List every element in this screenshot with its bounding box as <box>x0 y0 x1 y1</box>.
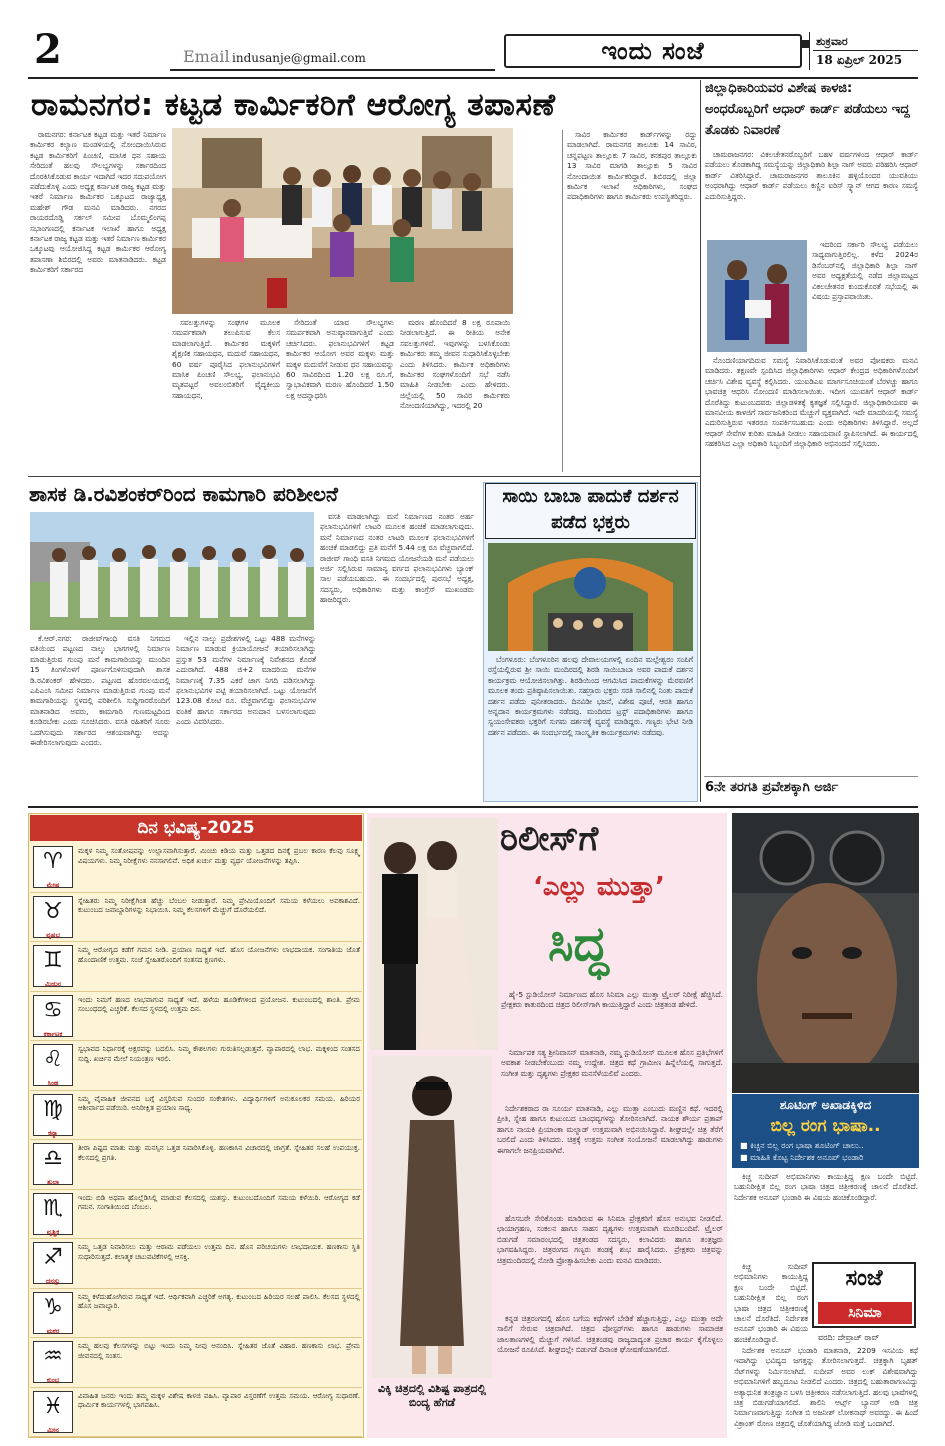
sai-baba-photo <box>488 543 693 651</box>
cinema-body1: ಕಿಚ್ಚ ಸುದೀಪ್ ಅಭಿಮಾನಿಗಳು ಕಾಯುತ್ತಿದ್ದ ಕ್ಷಣ ಬಂದೇ ಬಿಟ್ಟಿದೆ. ಬಹುನಿರೀಕ್ಷಿತ ಬಿಲ್ಲ ರಂಗ ಭಾಷಾ ಚಿತ್ರದ ಚಿತ್ರೀಕರಣಕ್ಕೆ ಚಾಲನೆ ದೊರೆತಿದೆ. ನಿರ್ದೇಶಕ ಅನೂಪ್ ಭಂಡಾರಿ ಈ ವಿಷಯ ಹಂಚಿಕೊಂಡಿದ್ದಾರೆ. <box>734 1172 918 1202</box>
zodiac-icon: ♏ <box>33 1193 73 1235</box>
horoscope-text: ನಿಮ್ಮ ಒತ್ತಡ ನಿವಾರಿಸಲು ಮತ್ತು ಆರಾಮ ಪಡೆಯಲು ಉತ್ತಮ ದಿನ. ಹೊಸ ಪರಿಚಯಗಳು ಲಾಭದಾಯಕ. ಹಣಕಾಸು ಸ್ಥಿತಿ ಸುಧಾರಿಸುತ್ತದೆ. ಕಲಾತ್ಮಕ ಚಟುವಟಿಕೆಗಳಲ್ಲಿ ಆಸಕ್ತಿ. <box>78 1242 360 1261</box>
aadhaar-body <box>705 356 918 774</box>
story2-col3-text: ವಸತಿ ಮಾಡಲಾಗಿದ್ದು ಮನೆ ನಿರ್ಮಾಣದ ನಂತರ ಅರ್ಹ ಫಲಾನುಭವಿಗಳಿಗೆ ಲಾಟರಿ ಮೂಲಕ ಹಂಚಿಕೆ ಮಾಡಲಾಗುವುದು. ಮನೆ ನಿರ್ಮಾಣದ ನಂತರ ಲಾಟರಿ ಮೂಲಕ ಫಲಾನುಭವಿಗಳಿಗೆ ಹಂಚಿಕೆ ಮಾಡಲಿದ್ದು ಪ್ರತಿ ಮನೆಗೆ 5.44 ಲಕ್ಷ ರೂ ವೆಚ್ಚವಾಗಲಿದೆ. ರಾಜೀವ್ ಗಾಂಧಿ ವಸತಿ ನಿಗಮದ ಯೋಜನೆಯಡಿ ಮನೆ ಪಡೆಯಲು ಅರ್ಜಿ ಸಲ್ಲಿಸಿರುವ ಸಾಮಾನ್ಯ ವರ್ಗದ ಫಲಾನುಭವಿಗಳು ಬ್ಯಾಂಕ್ ಸಾಲ ಪಡೆಯಬಹುದು. ಈ ಸಂದರ್ಭದಲ್ಲಿ ಪುರಸಭೆ ಅಧ್ಯಕ್ಷ, ಸದಸ್ಯರು, ಅಧಿಕಾರಿಗಳು ಮತ್ತು ಕಾಂಗ್ರೆಸ್ ಮುಖಂಡರು ಹಾಜರಿದ್ದರು. <box>320 512 474 605</box>
horoscope-row <box>30 1140 362 1190</box>
exam-rule <box>704 776 918 777</box>
actress-caption: ವಿಕ್ಕಿ ಚಿತ್ರದಲ್ಲಿ ವಿಶಿಷ್ಟ ಪಾತ್ರದಲ್ಲಿ ಬಿಂದ್ಯ ಹೆಗಡೆ <box>378 1382 486 1409</box>
zodiac-icon: ♎ <box>33 1143 73 1185</box>
zodiac-name: ಕುಂಭ <box>46 1376 60 1384</box>
horoscope-row <box>30 1041 362 1091</box>
horoscope-text: ಇಂದು ಬಿಡಿ ಅಥವಾ ಹೊಲ್ಲೆಡಿಸಿಲ್ಲಿ ಮಾಡುವ ಕೆಲಸದಲ್ಲಿ ಯಶಸ್ಸು. ಕುಟುಂಬದೊಂದಿಗೆ ಸಮಯ ಕಳೆಯಿರಿ. ಆರೋಗ್ಯದ ಕಡೆ ಗಮನ. ಸಂಗಾತಿಯಿಂದ ಬೆಂಬಲ. <box>78 1192 360 1212</box>
header-divider <box>809 32 810 70</box>
zodiac-name: ವೃಶ್ಚಿಕ <box>46 1227 60 1236</box>
story2-headline: ಶಾಸಕ ಡಿ.ರವಿಶಂಕರ್‌ರಿಂದ ಕಾಮಗಾರಿ ಪರಿಶೀಲನೆ <box>29 482 338 506</box>
shooting-title: ಶೂಟಿಂಗ್ ಅಖಾಡಕ್ಕಿಳಿದ <box>779 1098 872 1112</box>
horoscope-row <box>30 942 362 992</box>
zodiac-name: ಸಿಂಹ <box>47 1079 59 1087</box>
sai-baba-text: ಬೆಂಗಳೂರು: ಬೆಂಗಳೂರಿನ ಹಲವು ದೇವಾಲಯಗಳಲ್ಲಿ ಏಂದಿನ ಮಲ್ಲೇಶ್ವರಂ ಸಂಪಿಗೆ ರಸ್ತೆಯಲ್ಲಿರುವ ಶ್ರೀ ಸಾಯಿ ಮಂದಿರದಲ್ಲಿ ಶಿರಡಿ ಸಾಯಿಬಾಬಾ ಅವರ ಪಾದುಕೆ ದರ್ಶನ ಕಾರ್ಯಕ್ರಮ ಆಯೋಜಿಸಲಾಗಿತ್ತು. ಶಿರಡಿಯಿಂದ ಆಗಮಿಸಿದ ಪಾದುಕೆಗಳನ್ನು ಮೆರವಣಿಗೆ ಮೂಲಕ ತಂದು ಪ್ರತಿಷ್ಠಾಪಿಸಲಾಯಿತು. ಸಹಸ್ರಾರು ಭಕ್ತರು ಸರತಿ ಸಾಲಿನಲ್ಲಿ ನಿಂತು ಪಾದುಕೆ ದರ್ಶನ ಪಡೆದು ಪುನೀತರಾದರು. ದಿನವಿಡೀ ಭಜನೆ, ವಿಶೇಷ ಪೂಜೆ, ಆರತಿ ಹಾಗೂ ಅನ್ನದಾನ ಕಾರ್ಯಕ್ರಮಗಳು ನಡೆದವು. ಮಂದಿರದ ಟ್ರಸ್ಟ್ ಪದಾಧಿಕಾರಿಗಳು ಹಾಗೂ ಸ್ವಯಂಸೇವಕರು ಭಕ್ತರಿಗೆ ಸುಗಮ ದರ್ಶನಕ್ಕೆ ವ್ಯವಸ್ಥೆ ಮಾಡಿದ್ದರು. ಗಣ್ಯರು ಭೇಟಿ ನೀಡಿ ದರ್ಶನ ಪಡೆದರು. ಈ ಸಂದರ್ಭದಲ್ಲಿ ಸಾಂಸ್ಕೃತಿಕ ಕಾರ್ಯಕ್ರಮಗಳು ನಡೆದವು. <box>488 655 693 737</box>
zodiac-icon: ♋ <box>33 995 73 1037</box>
zodiac-icon: ♐ <box>33 1242 73 1284</box>
story1-column-4 <box>400 318 510 472</box>
email-label: Email <box>183 47 230 66</box>
email-address[interactable]: indusanje@gmail.com <box>232 51 366 65</box>
date-rule <box>813 50 918 51</box>
horoscope-text: ತೀರಾ ಪಿಷ್ಟದ ಮಾತು ಮತ್ತು ಮನಸ್ಸಿನ ಒತ್ತಡ ನಿವಾರಿಸಿಕೊಳ್ಳಿ. ಹಣಕಾಸಿನ ವಿಚಾರದಲ್ಲಿ ಜಾಗ್ರತೆ. ಸ್ನೇಹಿತರ ಸಲಹೆ ಉಪಯುಕ್ತ. ಕೆಲಸದಲ್ಲಿ ಪ್ರಗತಿ. <box>78 1143 360 1162</box>
zodiac-icon: ♑ <box>33 1292 73 1334</box>
exam-headline: 6ನೇ ತರಗತಿ ಪ್ರವೇಶಕ್ಕಾಗಿ ಅರ್ಜಿ <box>705 780 839 795</box>
mid-page-rule <box>28 806 918 808</box>
aadhaar-headline: ಜಿಲ್ಲಾಧಿಕಾರಿಯವರ ವಿಶೇಷ ಕಾಳಜಿ: ಅಂಧರೊಬ್ಬರಿಗೆ ಆಧಾರ್ ಕಾರ್ಡ್ ಪಡೆಯಲು ಇದ್ದ ತೊಡಕು ನಿವಾರಣೆ <box>705 81 910 138</box>
release-body2: ನಿರ್ಮಾಪಕ ಸತ್ಯ ಶ್ರೀನಿವಾಸನ್ ಮಾತನಾಡಿ, ನಮ್ಮ ಸ್ಟುಡಿಯೋಸ್ ಮೂಲಕ ಹೊಸ ಪ್ರತಿಭೆಗಳಿಗೆ ಅವಕಾಶ ನೀಡಬೇಕೆಂಬುದು ನಮ್ಮ ಉದ್ದೇಶ. ಚಿತ್ರದ ಕಥೆ ಗ್ರಾಮೀಣ ಹಿನ್ನೆಲೆಯಲ್ಲಿ ಸಾಗುತ್ತದೆ. ಸಂಗೀತ ಮತ್ತು ದೃಶ್ಯಗಳು ಪ್ರೇಕ್ಷಕರ ಮನಸೆಳೆಯಲಿವೆ ಎಂದರು. <box>501 1048 723 1078</box>
right-column-rule <box>700 80 701 802</box>
sai-baba-headline: ಸಾಯಿ ಬಾಬಾ ಪಾದುಕೆ ದರ್ಶನ ಪಡೆದ ಭಕ್ತರು <box>485 483 696 539</box>
aadhaar-body2: ಇದರಿಂದ ಸರ್ಕಾರಿ ಸೌಲಭ್ಯ ಪಡೆಯಲು ಸಾಧ್ಯವಾಗುತ್ತಿರಲಿಲ್ಲ. ಕಳೆದ 2024ರ ಡಿಸೆಂಬರ್‌ನಲ್ಲಿ ಜಿಲ್ಲಾಧಿಕಾರಿ ಶಿಲ್ಪಾ ನಾಗ್ ಅವರ ಅಧ್ಯಕ್ಷತೆಯಲ್ಲಿ ನಡೆದ ಜಿಲ್ಲಾಮಟ್ಟದ ವಿಕಲಚೇತನರ ಕುಂದುಕೊರತೆ ಸಭೆಯಲ್ಲಿ ಈ ವಿಷಯ ಪ್ರಸ್ತಾಪವಾಯಿತು. <box>812 240 918 302</box>
release-body1: ಹೈ-5 ಸ್ಟುಡಿಯೋಸ್ ನಿರ್ಮಾಣದ ಹೊಸ ಸಿನಿಮಾ ಎಲ್ಲು ಮುತ್ತಾ ಟ್ರೈಲರ್ ನಿರೀಕ್ಷೆ ಹೆಚ್ಚಿಸಿದೆ. ಪ್ರೇಕ್ಷಕರು ಕಾತುರದಿಂದ ಚಿತ್ರದ ರಿಲೀಸ್‌ಗಾಗಿ ಕಾಯುತ್ತಿದ್ದಾರೆ ಎಂದು ಚಿತ್ರತಂಡ ಹೇಳಿದೆ. <box>501 990 723 1010</box>
story1-column-5 <box>567 130 697 472</box>
release-para5 <box>497 1314 723 1434</box>
release-intro <box>501 990 723 1046</box>
horoscope-text: ನಿಮ್ಮ ಹಲವು ಕೆಲಸಗಳನ್ನು ಬಿಟ್ಟು ಇಂದು ನಿಮ್ಮ ನೀವು ಆನಂದಿಸಿ. ಸ್ನೇಹಿತರ ಜೊತೆ ವಿಹಾರ. ಹಣಕಾಸು ಲಾಭ. ಪ್ರೇಮ ಜೀವನದಲ್ಲಿ ಸಂತಸ. <box>78 1341 360 1360</box>
cinema-body <box>734 1346 918 1438</box>
release-para2 <box>501 1048 723 1102</box>
story1-col-rule <box>562 130 563 472</box>
story1-col3-text: ಸೇರಿದಂತೆ ಯಾವ ಸೌಲಭ್ಯಗಳು ಸಮರ್ಪಕವಾಗಿ ಅನುಷ್ಠಾನವಾಗುತ್ತಿವೆ ಎಂದು ಚರ್ಚಿಸಿದರು. ಫಲಾನುಭವಿಗಳಿಗೆ ಕಟ್ಟಡ ಕಾರ್ಮಿಕರ ಆಯೋಗ ಅವರ ಮಕ್ಕಳು ಮತ್ತು ಮಕ್ಕಳ ಮದುವೆಗೆ ನೀಡುವ ಧನ ಸಹಾಯವನ್ನು 60 ಸಾವಿರದಿಂದ 1.20 ಲಕ್ಷ ರೂ.ಗೆ, ಸ್ವಾಭಾವಿಕವಾಗಿ ಮರಣ ಹೊಂದಿದರೆ 1.50 ಲಕ್ಷ ಅದನ್ನಾಧರಿಸಿ <box>286 318 394 400</box>
aadhaar-handover-photo <box>707 240 807 352</box>
story1-column-2 <box>172 318 280 472</box>
aadhaar-side-text <box>812 240 918 352</box>
shooting-bullet-2: ■ ಮಾಹಿತಿ ಕೊಟ್ಟ ನಿರ್ದೇಶಕ ಅನೂಪ್ ಭಂಡಾರಿ <box>740 1153 864 1162</box>
story2-col2-text: ಇಲ್ಲಿನ ನಾಲ್ಕು ಪ್ರದೇಶಗಳಲ್ಲಿ ಒಟ್ಟು 488 ಮನೆಗಳನ್ನು ನಿರ್ಮಾಣ ಮಾಡುವ ಕ್ರಿಯಾಯೋಜನೆ ತಯಾರಿಸಲಾಗಿದ್ದು ಪ್ರಸ್ತುತ 53 ಮನೆಗಳ ನಿರ್ಮಾಣಕ್ಕೆ ನಿವೇಶನದ ಕೊರತೆ ಎದುರಾಗಿದೆ. 488 ಜಿ+2 ಮಾದರಿಯ ಮನೆಗಳ ನಿರ್ಮಾಣಕ್ಕೆ 7.35 ಎಕರೆ ಜಾಗ ನಿಗದಿ ಪಡಿಸಲಾಗಿದ್ದು ಫಲಾನುಭವಿಗಳ ಪಟ್ಟಿ ತಯಾರಿಸಲಾಗಿದೆ. ಒಟ್ಟು ಯೋಜನೆಗೆ 123.08 ಕೋಟಿ ರೂ. ವೆಚ್ಚವಾಗಲಿದ್ದು ಫಲಾನುಭವಿಗಳ ವಂತಿಕೆ ಹಾಗೂ ಸರ್ಕಾರದ ಅನುದಾನ ಬಳಸಲಾಗುವುದು ಎಂದು ವಿವರಿಸಿದರು. <box>176 634 316 727</box>
shooting-bullet-1: ■ ಕಿಚ್ಚನ ಬಿಲ್ಲ ರಂಗ ಭಾಷಾ ಶೂಟಿಂಗ್ ಚಾಲು.. <box>740 1141 864 1150</box>
zodiac-icon: ♈ <box>33 846 73 888</box>
horoscope-text: ನಿಮ್ಮ ಆರೋಗ್ಯದ ಕಡೆಗೆ ಗಮನ ನೀಡಿ. ಪ್ರಯಾಣ ಸಾಧ್ಯತೆ ಇದೆ. ಹೊಸ ಯೋಜನೆಗಳು ಲಾಭದಾಯಕ. ಸಂಗಾತಿಯ ಜೊತೆ ಹೊಂದಾಣಿಕೆ ಉತ್ತಮ. ಸಂಜೆ ಸ್ನೇಹಿತರೊಂದಿಗೆ ಸಂತಸದ ಕ್ಷಣಗಳು. <box>78 945 360 964</box>
release-headline-3: ಸಿದ್ಧ <box>548 916 609 972</box>
story1-col5-text: ಸಾವಿರ ಕಾರ್ಮಿಕರ ಕಾರ್ಡ್‌ಗಳನ್ನು ರದ್ದು ಮಾಡಲಾಗಿದೆ. ರಾಮನಗರ ತಾಲೂಕು 14 ಸಾವಿರ, ಚನ್ನಪಟ್ಟಣ ತಾಲ್ಲೂಕು 7 ಸಾವಿರ, ಕನಕಪುರ ತಾಲ್ಲೂಕು 13 ಸಾವಿರ ಮಾಗಡಿ ತಾಲ್ಲೂಕು 5 ಸಾವಿರ ನೋಂದಾಯಿತ ಕಾರ್ಮಿಕರಿದ್ದಾರೆ. ಶಿಬಿರದಲ್ಲಿ ಜಿಲ್ಲಾ ಕಾರ್ಮಿಕ ಇಲಾಖೆ ಅಧಿಕಾರಿಗಳು, ಸಂಘದ ಪದಾಧಿಕಾರಿಗಳು ಹಾಗೂ ಕಾರ್ಮಿಕರು ಉಪಸ್ಥಿತರಿದ್ದರು. <box>567 130 697 202</box>
cinema-body2: ನಿರ್ದೇಶಕ ಅನೂಪ್ ಭಂಡಾರಿ ಮಾತನಾಡಿ, 2209 ಇಸವಿಯ ಕಥೆ ಇದಾಗಿದ್ದು ಭವಿಷ್ಯದ ಜಗತ್ತನ್ನು ತೋರಿಸಲಾಗುತ್ತದೆ. ಚಿತ್ರಕ್ಕಾಗಿ ಬೃಹತ್ ಸೆಟ್‌ಗಳನ್ನು ನಿರ್ಮಿಸಲಾಗಿದೆ. ಸುದೀಪ್ ಅವರ ಲುಕ್ ವಿಶೇಷವಾಗಿದ್ದು ಅಭಿಮಾನಿಗಳಿಗೆ ಹಬ್ಬದೂಟ ನೀಡಲಿದೆ ಎಂದರು. ಚಿತ್ರದಲ್ಲಿ ಬಹುತಾರಾಗಣವಿದ್ದು ಅತ್ಯಾಧುನಿಕ ತಂತ್ರಜ್ಞಾನ ಬಳಸಿ ಚಿತ್ರೀಕರಣ ನಡೆಸಲಾಗುತ್ತಿದೆ. ಹಲವು ಭಾಷೆಗಳಲ್ಲಿ ಚಿತ್ರ ಬಿಡುಗಡೆಯಾಗಲಿದೆ. ಶಾಲಿನಿ ಆರ್ಟ್ಸ್ ಬ್ಯಾನರ್ ಅಡಿ ಚಿತ್ರ ನಿರ್ಮಾಣವಾಗುತ್ತಿದ್ದು ಸಂಗೀತ ಬಿ ಅಜನೀಶ್ ಲೋಕನಾಥ್ ಅವರದ್ದು. ಈ ಹಿಂದೆ ವಿಕ್ರಾಂತ್ ರೋಣ ಚಿತ್ರದಲ್ಲಿ ಜೊತೆಯಾಗಿದ್ದ ಜೋಡಿ ಮತ್ತೆ ಒಂದಾಗಿದೆ. <box>734 1346 918 1428</box>
horoscope-row <box>30 992 362 1042</box>
story2-col1-text: ಕೆ.ಆರ್.ನಗರ: ರಾಜೀವ್‌ಗಾಂಧಿ ವಸತಿ ನಿಗಮದ ವತಿಯಿಂದ ಪಟ್ಟಣದ ನಾಲ್ಕು ಭಾಗಗಳಲ್ಲಿ ನಿರ್ಮಾಣ ಮಾಡುತ್ತಿರುವ ಗುಂಪು ಮನೆ ಕಾಮಗಾರಿಯನ್ನು ಮುಂದಿನ 15 ತಿಂಗಳೊಳಗೆ ಪೂರ್ಣಗೊಳಿಸುವುದಾಗಿ ಶಾಸಕ ಡಿ.ರವಿಶಂಕರ್ ಹೇಳಿದರು. ಪಟ್ಟಣದ ಹೊರವಲಯದಲ್ಲಿ ಎಪಿಎಂಸಿ ಸಮೀಪ ನಿರ್ಮಾಣ ಮಾಡುತ್ತಿರುವ ಗುಂಪು ಮನೆ ಕಾಮಗಾರಿಯನ್ನು ಸ್ಥಳದಲ್ಲಿ ಪರಿಶೀಲಿಸಿ ಸುದ್ದಿಗಾರರೊಂದಿಗೆ ಮಾತನಾಡಿದ ಅವರು, ಕಾಮಗಾರಿ ಗುಣಮಟ್ಟದಿಂದ ಕೂಡಿರಬೇಕು ಎಂದು ಸೂಚಿಸಿದರು. ವಸತಿ ರಹಿತರಿಗೆ ಸೂರು ಒದಗಿಸುವುದು ಸರ್ಕಾರದ ಆಶಯವಾಗಿದ್ದು ಅದನ್ನು ಈಡೇರಿಸಲಾಗುವುದು ಎಂದರು. <box>30 634 170 748</box>
billa-ranga-poster <box>732 813 919 1093</box>
release-para4 <box>497 1214 723 1312</box>
zodiac-name: ಕರ್ಕಾಟಕ <box>43 1029 63 1038</box>
zodiac-icon: ♌ <box>33 1044 73 1086</box>
zodiac-icon: ♉ <box>33 896 73 938</box>
release-photo-couple <box>370 818 498 1050</box>
lead-pair-photo <box>370 818 498 1050</box>
release-photo-actress <box>372 1056 492 1378</box>
bullet-2-text: ಮಾಹಿತಿ ಕೊಟ್ಟ ನಿರ್ದೇಶಕ ಅನೂಪ್ ಭಂಡಾರಿ <box>750 1153 864 1162</box>
zodiac-name: ಮಿಥುನ <box>44 980 62 988</box>
day-name: ಶುಕ್ರವಾರ <box>816 35 848 48</box>
zodiac-name: ಕನ್ಯಾ <box>48 1128 58 1137</box>
zodiac-icon: ♒ <box>33 1341 73 1383</box>
release-body3: ನಿರ್ದೇಶಕರಾದ ರಾ ಸೂರ್ಯ ಮಾತನಾಡಿ, ಎಲ್ಲು ಮುತ್ತಾ ಎಂಬುದು ಮಣ್ಣಿನ ಕಥೆ. ಇದರಲ್ಲಿ ಪ್ರೀತಿ, ಸ್ನೇಹ ಹಾಗೂ ಕುಟುಂಬದ ಬಾಂಧವ್ಯಗಳನ್ನು ತೋರಿಸಲಾಗಿದೆ. ನಾಯಕ ಶೌರ್ಯ ಪ್ರತಾಪ್ ಹಾಗೂ ನಾಯಕಿ ಪ್ರಿಯಾಂಕಾ ಮಲ್ನಾಡ್ ಉತ್ತಮವಾಗಿ ಅಭಿನಯಿಸಿದ್ದಾರೆ. ಶೀಘ್ರದಲ್ಲೇ ಚಿತ್ರ ತೆರೆಗೆ ಬರಲಿದೆ ಎಂದು ತಿಳಿಸಿದರು. ಚಿತ್ರಕ್ಕೆ ಉತ್ತಮ ಸಂಗೀತ ಸಂಯೋಜನೆ ಮಾಡಲಾಗಿದ್ದು ಹಾಡುಗಳು ಈಗಾಗಲೇ ಜನಪ್ರಿಯವಾಗಿವೆ. <box>497 1104 723 1155</box>
aadhaar-photo <box>707 240 807 352</box>
story2-column-1 <box>30 634 170 802</box>
issue-date: 18 ಏಪ್ರಿಲ್ 2025 <box>816 53 903 67</box>
horoscope-row <box>30 1388 362 1438</box>
horoscope-row <box>30 843 362 893</box>
zodiac-name: ಮೇಷ <box>46 881 60 889</box>
horoscope-text: ನಿಮ್ಮ ವೈವಾಹಿಕ ಜೀವನದ ಬಗ್ಗೆ ವಿಸ್ತರಿಸುವ ಸುಂದರ ಸಂಕೇತಗಳು. ವಿದ್ಯಾರ್ಥಿಗಳಿಗೆ ಅನುಕೂಲಕರ ಸಮಯ. ಹಿರಿಯರ ಆಶೀರ್ವಾದ ಪಡೆಯಿರಿ. ಅನಿರೀಕ್ಷಿತ ಪ್ರಯಾಣ ಸಾಧ್ಯ. <box>78 1093 360 1113</box>
story1-photo <box>172 128 513 314</box>
story2-column-3 <box>320 512 474 802</box>
aadhaar-intro <box>705 150 918 236</box>
exam-anchor <box>705 801 706 802</box>
sanje-cinema-logo <box>812 1262 916 1328</box>
header-rule-left <box>170 69 495 71</box>
cinema-side-text <box>734 1262 808 1344</box>
zodiac-name: ತುಲಾ <box>46 1178 60 1186</box>
page-number: 2 <box>34 26 62 73</box>
cinema-side: ಕಿಚ್ಚ ಸುದೀಪ್ ಅಭಿಮಾನಿಗಳು ಕಾಯುತ್ತಿದ್ದ ಕ್ಷಣ ಬಂದೇ ಬಿಟ್ಟಿದೆ. ಬಹುನಿರೀಕ್ಷಿತ ಬಿಲ್ಲ ರಂಗ ಭಾಷಾ ಚಿತ್ರದ ಚಿತ್ರೀಕರಣಕ್ಕೆ ಚಾಲನೆ ದೊರೆತಿದೆ. ನಿರ್ದೇಶಕ ಅನೂಪ್ ಭಂಡಾರಿ ಈ ವಿಷಯ ಹಂಚಿಕೊಂಡಿದ್ದಾರೆ. <box>734 1262 808 1344</box>
zodiac-icon: ♊ <box>33 945 73 987</box>
logo-cinema: ಸಿನಿಮಾ <box>818 1302 912 1324</box>
release-body4: ಹೊಸಬರೇ ಸೇರಿಕೊಂಡು ಮಾಡಿರುವ ಈ ಸಿನಿಮಾ ಪ್ರೇಕ್ಷಕರಿಗೆ ಹೊಸ ಅನುಭವ ನೀಡಲಿದೆ. ಛಾಯಾಗ್ರಹಣ, ಸಂಕಲನ ಹಾಗೂ ಸಾಹಸ ದೃಶ್ಯಗಳು ಉತ್ತಮವಾಗಿ ಮೂಡಿಬಂದಿವೆ. ಟ್ರೈಲರ್ ಬಿಡುಗಡೆ ಸಮಾರಂಭದಲ್ಲಿ ಚಿತ್ರತಂಡದ ಸದಸ್ಯರು, ಕಲಾವಿದರು ಹಾಗೂ ತಂತ್ರಜ್ಞರು ಭಾಗವಹಿಸಿದ್ದರು. ಚಿತ್ರರಂಗದ ಗಣ್ಯರು ತಂಡಕ್ಕೆ ಶುಭ ಹಾರೈಸಿದರು. ಪ್ರೇಕ್ಷಕರು ಚಿತ್ರವನ್ನು ಚಿತ್ರಮಂದಿರದಲ್ಲಿ ನೋಡಿ ಪ್ರೋತ್ಸಾಹಿಸಬೇಕು ಎಂದು ಮನವಿ ಮಾಡಿದರು. <box>497 1214 723 1265</box>
aadhaar-body3: ನೊಂದಣಿಯಾಗದಿರುವ ಸಮಸ್ಯೆ ನಿವಾರಿಸಿಕೊಡುವಂತೆ ಅವರ ಪೋಷಕರು ಮನವಿ ಮಾಡಿದರು. ತಕ್ಷಣವೇ ಸ್ಪಂದಿಸಿದ ಜಿಲ್ಲಾಧಿಕಾರಿಗಳು ಆಧಾರ್ ಕೇಂದ್ರದ ಅಧಿಕಾರಿಗಳೊಂದಿಗೆ ಚರ್ಚಿಸಿ ವಿಶೇಷ ವ್ಯವಸ್ಥೆ ಕಲ್ಪಿಸಿದರು. ಯುಐಡಿಎಐ ಮಾರ್ಗಸೂಚಿಯಂತೆ ಬೆರಳಚ್ಚು ಹಾಗೂ ಭಾವಚಿತ್ರ ಆಧರಿಸಿ ನೋಂದಣಿ ಮಾಡಿಸಲಾಯಿತು. ಇದೀಗ ಯುವತಿಗೆ ಆಧಾರ್ ಕಾರ್ಡ್ ದೊರೆತಿದ್ದು ಕುಟುಂಬದವರು ಜಿಲ್ಲಾಡಳಿತಕ್ಕೆ ಕೃತಜ್ಞತೆ ಸಲ್ಲಿಸಿದ್ದಾರೆ. ಜಿಲ್ಲಾಧಿಕಾರಿಯವರ ಈ ಮಾನವೀಯ ಕಾಳಜಿಗೆ ಸಾರ್ವಜನಿಕರಿಂದ ಮೆಚ್ಚುಗೆ ವ್ಯಕ್ತವಾಗಿದೆ. ಇದೇ ಮಾದರಿಯಲ್ಲಿ ಸಮಸ್ಯೆ ಎದುರಿಸುತ್ತಿರುವ ಇತರರೂ ಸಂಪರ್ಕಿಸಬಹುದು ಎಂದು ಅಧಿಕಾರಿಗಳು ತಿಳಿಸಿದ್ದಾರೆ. ಅಲ್ಲದೆ ಆಧಾರ್ ಸೇವೆಗಳ ಕುರಿತು ಮಾಹಿತಿ ನೀಡಲು ಸಹಾಯವಾಣಿ ಸ್ಥಾಪಿಸಲಾಗಿದೆ. ಈ ಕಾರ್ಯದಲ್ಲಿ ಸಹಕರಿಸಿದ ಎಲ್ಲಾ ಅಧಿಕಾರಿ ಸಿಬ್ಬಂದಿಗೆ ಜಿಲ್ಲಾಧಿಕಾರಿ ಅಭಿನಂದನೆ ಸಲ್ಲಿಸಿದರು. <box>705 356 918 449</box>
zodiac-name: ಮೀನ <box>47 1425 59 1434</box>
zodiac-icon: ♍ <box>33 1094 73 1136</box>
release-body5: ಕನ್ನಡ ಚಿತ್ರರಂಗದಲ್ಲಿ ಹೊಸ ಬಗೆಯ ಕಥೆಗಳಿಗೆ ಬೇಡಿಕೆ ಹೆಚ್ಚಾಗುತ್ತಿದ್ದು, ಎಲ್ಲು ಮುತ್ತಾ ಅದೇ ಸಾಲಿಗೆ ಸೇರುವ ಚಿತ್ರವಾಗಿದೆ. ಚಿತ್ರದ ಪೋಸ್ಟರ್‌ಗಳು ಹಾಗೂ ಹಾಡುಗಳು ಸಾಮಾಜಿಕ ಜಾಲತಾಣಗಳಲ್ಲಿ ಮೆಚ್ಚುಗೆ ಗಳಿಸಿವೆ. ಚಿತ್ರತಂಡವು ರಾಜ್ಯದಾದ್ಯಂತ ಪ್ರಚಾರ ಕಾರ್ಯ ಕೈಗೊಳ್ಳಲು ಯೋಜನೆ ರೂಪಿಸಿದೆ. ಶೀಘ್ರದಲ್ಲೇ ಬಿಡುಗಡೆ ದಿನಾಂಕ ಘೋಷಣೆಯಾಗಲಿದೆ. <box>497 1314 723 1355</box>
masthead <box>504 34 802 68</box>
horoscope-text: ವಿವಾಹಿತ ಜನರು ಇಂದು ತಮ್ಮ ಮಕ್ಕಳ ವಿಶೇಷ ಕಾಳಜಿ ವಹಿಸಿ. ವ್ಯಾಪಾರ ವಿಸ್ತರಣೆಗೆ ಉತ್ತಮ ಸಮಯ. ಆರೋಗ್ಯ ಸುಧಾರಣೆ. ಧಾರ್ಮಿಕ ಕಾರ್ಯಗಳಲ್ಲಿ ಭಾಗವಹಿಸಿ. <box>78 1390 360 1410</box>
temple-gate-photo <box>488 543 693 651</box>
horoscope-text: ನಿಮ್ಮ ಕಳೆದುಹೋಗಿರುವ ಸಾಧ್ಯತೆ ಇದೆ. ಆರ್ಥಿಕವಾಗಿ ಎಚ್ಚರಿಕೆ ಅಗತ್ಯ. ಕುಟುಂಬದ ಹಿರಿಯರ ಸಲಹೆ ಪಾಲಿಸಿ. ಕೆಲಸದ ಸ್ಥಳದಲ್ಲಿ ಹೊಸ ಜವಾಬ್ದಾರಿ. <box>78 1291 360 1311</box>
story2-top-rule <box>28 476 700 477</box>
story1-col4-text: ಮರಣ ಹೊಂದಿದರೆ 8 ಲಕ್ಷ ರೂಪಾಯಿ ನೀಡಲಾಗುತ್ತಿದೆ. ಈ ರೀತಿಯ ಅನೇಕ ಸವಲತ್ತುಗಳಿವೆ. ಇವುಗಳನ್ನು ಬಳಸಿಕೊಂಡು ಕಾರ್ಮಿಕರು ತಮ್ಮ ಜೀವನ ಸುಧಾರಿಸಿಕೊಳ್ಳಬೇಕು ಎಂದು ತಿಳಿಸಿದರು. ಕಾರ್ಮಿಕ ಅಧಿಕಾರಿಗಳು ಕಾರ್ಮಿಕರ ಸಂಘಗಳೊಂದಿಗೆ ಸಭೆ ನಡೆಸಿ ಮಾಹಿತಿ ನೀಡಬೇಕು ಎಂದು ಹೇಳಿದರು. ಜಿಲ್ಲೆಯಲ್ಲಿ 50 ಸಾವಿರ ಕಾರ್ಮಿಕರು ನೋಂದಣಿಯಾಗಿದ್ದು, ಇದರಲ್ಲಿ 20 <box>400 318 510 411</box>
horoscope-row <box>30 1091 362 1141</box>
masthead-title: ಇಂದು ಸಂಜೆ <box>601 37 705 65</box>
horoscope-row <box>30 1338 362 1388</box>
horoscope-row <box>30 893 362 943</box>
health-camp-photo <box>172 128 513 314</box>
story2-column-2 <box>176 634 316 802</box>
shooting-title-2: ಬಿಲ್ಲ ರಂಗ ಭಾಷಾ.. <box>770 1116 881 1136</box>
cinema-intro <box>734 1172 918 1258</box>
story2-photo <box>30 512 314 630</box>
exam-placeholder <box>705 800 918 802</box>
zodiac-name: ಮಕರ <box>46 1326 60 1335</box>
story1-col1-text: ರಾಮನಗರ: ಕರ್ನಾಟಕ ಕಟ್ಟಡ ಮತ್ತು ಇತರೆ ನಿರ್ಮಾಣ ಕಾರ್ಮಿಕರ ಕಲ್ಯಾಣ ಮಂಡಳಿಯಲ್ಲಿ ನೋಂದಾಯಿಸಿರುವ ಕಟ್ಟಡ ಕಾರ್ಮಿಕರಿಗೆ ಪಿಂಚಣಿ, ಮಾಸಿಕ ಧನ ಸಹಾಯ ಸೇರಿದಂತೆ ಹಲವು ಸೌಲಭ್ಯಗಳನ್ನು ಸರ್ಕಾರದಿಂದ ದೊರಕಿಸಿಕೊಡುವ ಕಾರ್ಯ ಇದಾಗಿದೆ ಇದರ ಸದುಪಯೋಗ ಪಡೆದುಕೊಳ್ಳಿ ಎಂದು ಅಧ್ಯಕ್ಷ ಕರ್ನಾಟಕ ರಾಜ್ಯ ಕಟ್ಟಡ ಮತ್ತು ಇತರೆ ನಿರ್ಮಾಣ ಕಾರ್ಮಿಕರ ಒಕ್ಕೂಟದ ರಾಜ್ಯಾಧ್ಯಕ್ಷ ಮಹೇಶ್ ಗೌಡ ಮನವಿ ಮಾಡಿದರು. ನಗರದ ರಾಯರದೊಡ್ಡಿ ಸರ್ಕಲ್ ಸಮೀಪ ಬೊಮ್ಮಲಿಂಗಪ್ಪ ಸಭಾಂಗಣದಲ್ಲಿ ಕರ್ನಾಟಕ ಇಲಾಖೆ ಹಾಗೂ ಅಧ್ಯಕ್ಷ ಕರ್ನಾಟಕ ರಾಜ್ಯ ಕಟ್ಟಡ ಮತ್ತು ಇತರೆ ನಿರ್ಮಾಣ ಕಾರ್ಮಿಕರ ಒಕ್ಕೂಟವು ಆಯೋಜಿಸಿದ್ದ ಕಟ್ಟಡ ಕಾರ್ಮಿಕರ ಆರೋಗ್ಯ ತಪಾಸಣಾ ಶಿಬಿರದಲ್ಲಿ ಅವರು ಮಾತನಾಡಿದರು. ಕಟ್ಟಡ ಕಾರ್ಮಿಕರಿಗೆ ಸರ್ಕಾರದ <box>30 130 166 275</box>
story1-column-3 <box>286 318 394 472</box>
horoscope-row <box>30 1289 362 1339</box>
aadhaar-body1: ಚಾಮರಾಜನಗರ: ವಿಕಲಚೇತನರೊಬ್ಬರಿಗೆ ಬಹಳ ವರ್ಷಗಳಿಂದ ಆಧಾರ್ ಕಾರ್ಡ್ ಪಡೆಯಲು ತೊಡಕಾಗಿದ್ದ ಸಮಸ್ಯೆಯನ್ನು ಜಿಲ್ಲಾಧಿಕಾರಿ ಶಿಲ್ಪಾ ನಾಗ್ ಅವರು ಪರಿಹರಿಸಿ ಆಧಾರ್ ಕಾರ್ಡ್ ವಿತರಿಸಿದ್ದಾರೆ. ಚಾಮರಾಜನಗರ ತಾಲೂಕಿನ ಹಳ್ಳಿಯೊಂದರ ಯುವತಿಯು ಅಂಧರಾಗಿದ್ದು ಆಧಾರ್ ಕಾರ್ಡ್ ಪಡೆಯಲು ಕಣ್ಣಿನ ಐರಿಸ್ ಸ್ಕ್ಯಾನ್ ಆಗದ ಕಾರಣ ಸಮಸ್ಯೆ ಎದುರಿಸುತ್ತಿದ್ದರು. <box>705 150 918 201</box>
cinema-byline: ವರದಿ: ದೇವ್ರಾಜ್ ರಾವ್ <box>818 1333 880 1342</box>
release-para3 <box>497 1104 723 1212</box>
story1-headline: ರಾಮನಗರ: ಕಟ್ಟಡ ಕಾರ್ಮಿಕರಿಗೆ ಆರೋಗ್ಯ ತಪಾಸಣೆ <box>31 87 556 123</box>
story1-col2-text: ಸವಲತ್ತುಗಳನ್ನು ಸಂಘಗಳ ಮೂಲಕ ಸಮರ್ಪಕವಾಗಿ ತಲುಪಿಸುವ ಕೆಲಸ ಮಾಡಲಾಗುತ್ತಿದೆ. ಕಾರ್ಮಿಕರ ಮಕ್ಕಳಿಗೆ ಶೈಕ್ಷಣಿಕ ಸಹಾಯಧನ, ಮದುವೆ ಸಹಾಯಧನ, 60 ವರ್ಷ ಪೂರೈಸಿದ ಫಲಾನುಭವಿಗಳಿಗೆ ಮಾಸಿಕ ಪಿಂಚಣಿ ಸೌಲಭ್ಯ, ಫಲಾನುಭವಿ ಮೃತಪಟ್ಟರೆ ಅವಲಂಬಿತರಿಗೆ ವೈದ್ಯಕೀಯ ಸಹಾಯಧನ, <box>172 318 280 400</box>
horoscope-title: ದಿನ ಭವಿಷ್ಯ-2025 <box>30 815 362 841</box>
story1-column-1 <box>30 130 166 470</box>
actress-photo <box>372 1056 492 1378</box>
logo-sanje: ಸಂಜೆ <box>845 1266 883 1291</box>
bullet-1-text: ಕಿಚ್ಚನ ಬಿಲ್ಲ ರಂಗ ಭಾಷಾ ಶೂಟಿಂಗ್ ಚಾಲು.. <box>750 1141 864 1150</box>
horoscope-text: ಸ್ನೇಹಿತರು ನಿಮ್ಮ ನಿರೀಕ್ಷೆಗಿಂತ ಹೆಚ್ಚು ಬೆಂಬಲ ನೀಡುತ್ತಾರೆ. ನಿಮ್ಮ ಪ್ರೇಮಿಯೊಂದಿಗೆ ಸಮಯ ಕಳೆಯಲು ಅವಕಾಶವಿದೆ. ಕುಟುಂಬದ ಜವಾಬ್ದಾರಿಗಳನ್ನು ನಿಭಾಯಿಸಿ. ನಿಮ್ಮ ಕೆಲಸಗಳಿಗೆ ಮೆಚ್ಚುಗೆ ದೊರೆಯಲಿದೆ. <box>78 895 360 915</box>
shooting-bullets <box>740 1140 915 1164</box>
horoscope-row <box>30 1190 362 1240</box>
sai-baba-body <box>488 655 693 799</box>
horoscope-row <box>30 1239 362 1289</box>
zodiac-icon: ♓ <box>33 1391 73 1433</box>
horoscope-text: ಇಂದು ನಿಮಗೆ ಹಣದ ಲಾಭವಾಗುವ ಸಾಧ್ಯತೆ ಇದೆ. ಹಳೆಯ ಹೂಡಿಕೆಗಳಿಂದ ಪ್ರಯೋಜನ. ಕುಟುಂಬದಲ್ಲಿ ಶಾಂತಿ. ಪ್ರೇಮ ಸಂಬಂಧದಲ್ಲಿ ಎಚ್ಚರಿಕೆ. ಕೆಲಸದ ಸ್ಥಳದಲ್ಲಿ ಉತ್ತಮ ದಿನ. <box>78 994 360 1014</box>
horoscope-text: ಸ್ವಭಾವದ ನಿರ್ಧಾರಕ್ಕೆ ಅಕ್ಷರವನ್ನು ಬದಲಿಸಿ. ನಿಮ್ಮ ಕೌಶಲಗಳು ಗುರುತಿಸಲ್ಪಡುತ್ತವೆ. ವ್ಯಾಪಾರದಲ್ಲಿ ಲಾಭ. ಮಕ್ಕಳಿಂದ ಸಂತಸದ ಸುದ್ದಿ. ಖರ್ಚಿನ ಮೇಲೆ ನಿಯಂತ್ರಣ ಇರಲಿ. <box>78 1044 360 1063</box>
release-headline-1: ರಿಲೀಸ್‌ಗೆ <box>500 819 599 859</box>
zodiac-name: ಧನಸ್ಸು <box>46 1277 60 1285</box>
zodiac-name: ವೃಷಭ <box>46 930 60 939</box>
release-headline-2: ‘ಎಲ್ಲು ಮುತ್ತಾ’ <box>533 872 665 902</box>
horoscope-text: ಮಕ್ಕಳ ನಿಮ್ಮ ಸಂತೋಷವನ್ನು ಉಲ್ಲಾಸವಾಗಿಸುತ್ತಾರೆ. ಮಿಂಚು ಕಿಡಿಯ ಮತ್ತು ಒತ್ತಡದ ದಿನಕ್ಕೆ ಪ್ರಬಲ ಕಾರಣ ಕೆಲವು ಸೂಕ್ಷ್ಮ ವಿಷಯಗಳು. ನಿಮ್ಮ ನಿರೀಕ್ಷೆಗಳು ನನಸಾಗಲಿವೆ. ಅಧಿಕ ಖರ್ಚು ಮತ್ತು ವ್ಯರ್ಥ ಯೋಜನೆಗಳನ್ನು ತಪ್ಪಿಸಿ. <box>78 846 360 865</box>
cinema-poster <box>732 813 919 1093</box>
inspection-photo <box>30 512 314 630</box>
